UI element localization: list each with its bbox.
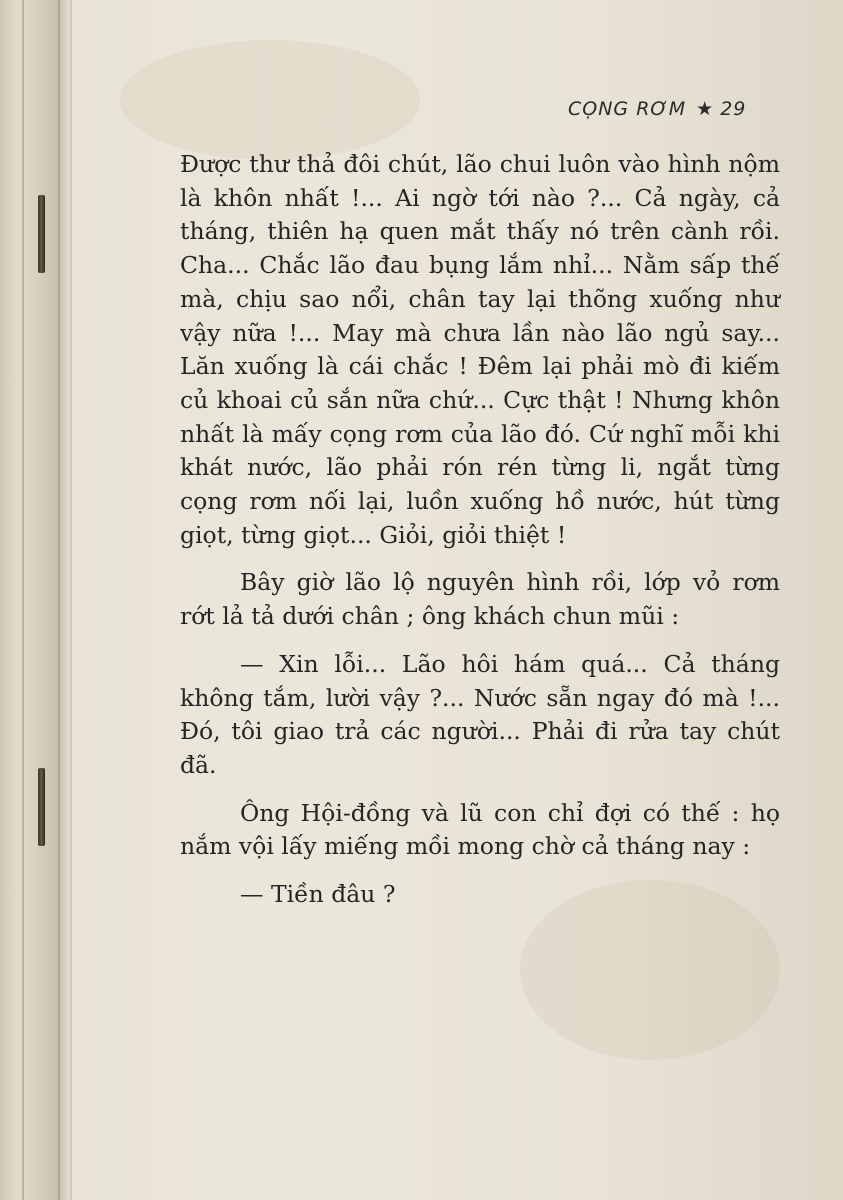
running-title: CỌNG RƠM bbox=[568, 98, 687, 120]
star-icon: ★ bbox=[696, 98, 715, 120]
staple-bottom bbox=[38, 768, 45, 846]
page-edge-line bbox=[58, 0, 60, 1200]
paragraph-1: Được thư thả đôi chút, lão chui luôn vào hình nộm là khôn nhất !... Ai ngờ tới nào ?... Cả ngày, cả tháng, thiên hạ quen mắt thấy nó trên cành rồi. Cha... Chắc lão đau bụng lắm nhỉ... Nằm sấp thế mà, chịu sao nổi, chân tay lại thõng xuống như vậy nữa !... May mà chưa lần nào lão ngủ say... Lăn xuống là cái chắc ! Đêm lại phải mò đi kiếm củ khoai củ sắn nữa chứ... Cực thật ! Nhưng khôn nhất là mấy cọng rơm của lão đó. Cứ nghĩ mỗi khi khát nước, lão phải rón rén từng li, ngắt từng cọng rơm nối lại, luồn xuống hồ nước, hút từng giọt, từng giọt... Giỏi, giỏi thiệt ! bbox=[180, 150, 780, 549]
body-text bbox=[180, 148, 780, 912]
dialogue-1: — Xin lỗi... Lão hôi hám quá... Cả tháng không tắm, lười vậy ?... Nước sẵn ngay đó mà !... Đó, tôi giao trả các người... Phải đi rửa tay chút đã. bbox=[180, 649, 780, 779]
paragraph-3: Ông Hội-đồng và lũ con chỉ đợi có thế : họ nắm vội lấy miếng mồi mong chờ cả tháng nay : bbox=[180, 798, 780, 861]
page-edge-line bbox=[70, 0, 72, 1200]
page-number: 29 bbox=[720, 98, 747, 120]
page-edge-line bbox=[22, 0, 24, 1200]
staple-top bbox=[38, 195, 45, 273]
dialogue-2: — Tiền đâu ? bbox=[240, 880, 396, 909]
paper-stain bbox=[120, 40, 420, 160]
paragraph-2: Bây giờ lão lộ nguyên hình rồi, lớp vỏ rơm rớt lả tả dưới chân ; ông khách chun mũi : bbox=[180, 568, 780, 631]
running-header bbox=[568, 98, 746, 120]
